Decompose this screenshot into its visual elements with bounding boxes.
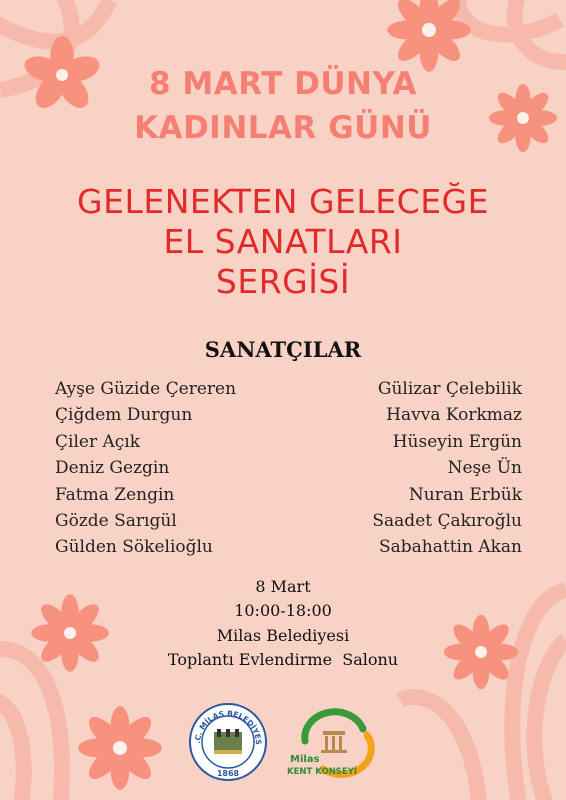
artist-name: Fatma Zengin	[55, 484, 175, 505]
artists-right-column	[372, 376, 522, 561]
artists-left-column	[55, 376, 236, 561]
flower-bottom-left-2	[78, 706, 162, 790]
artist-name: Ayşe Güzide Çereren	[55, 379, 237, 399]
milas-municipality-logo	[188, 702, 268, 782]
municipality-ring-text: .C. MİLAS BELEDİYES	[192, 708, 264, 746]
artist-name: Çiler Açık	[55, 431, 141, 452]
artists-heading: SANATÇILAR	[204, 337, 362, 362]
event-venue-line-1: Milas Belediyesi	[216, 626, 350, 645]
artist-name: Neşe Ün	[447, 458, 522, 479]
artist-name: Havva Korkmaz	[386, 405, 522, 426]
artist-name: Sabahattin Akan	[379, 537, 522, 558]
title-top-line-1: 8 MART DÜNYA	[149, 66, 417, 102]
artist-name: Nuran Erbük	[408, 484, 522, 505]
artist-name: Gözde Sarıgül	[55, 511, 177, 532]
flower-top-right	[387, 0, 471, 72]
council-name-line-2: KENT KONSEYİ	[287, 767, 358, 777]
artist-name: Gülden Sökelioğlu	[55, 537, 213, 558]
event-venue-line-2: Toplantı Evlendirme Salonu	[167, 650, 399, 669]
title-top-line-2: KADINLAR GÜNÜ	[134, 110, 432, 146]
title-main-line-3: SERGİSİ	[215, 262, 351, 301]
municipality-year: 1868	[216, 769, 240, 778]
event-date: 8 Mart	[255, 577, 311, 596]
artist-name: Çiğdem Durgun	[55, 405, 193, 426]
artist-name: Gülizar Çelebilik	[377, 379, 522, 399]
title-main-line-2: EL SANATLARI	[163, 222, 403, 261]
kent-konseyi-logo	[283, 707, 383, 783]
event-time: 10:00-18:00	[234, 601, 332, 620]
artist-name: Deniz Gezgin	[55, 458, 170, 479]
title-main-line-1: GELENEKTEN GELECEĞE	[77, 182, 489, 221]
artist-name: Saadet Çakıroğlu	[372, 511, 522, 532]
artist-name: Hüseyin Ergün	[392, 431, 522, 452]
council-name-line-1: Milas	[290, 754, 320, 765]
